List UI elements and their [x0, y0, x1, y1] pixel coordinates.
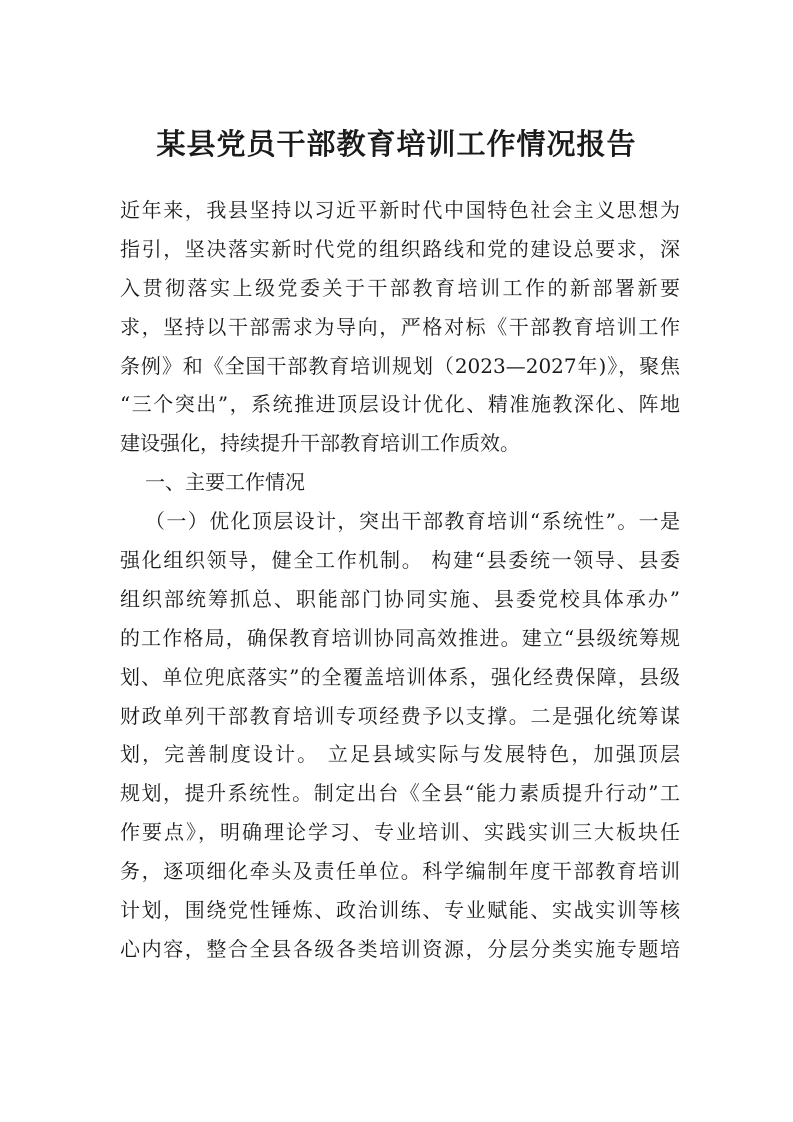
paragraph-line: 作要点》，明确理论学习、专业培训、实践实训三大板块任: [120, 820, 680, 845]
document-title: 某县党员干部教育培训工作情况报告: [156, 127, 637, 161]
paragraph-line: （一）优化顶层设计，突出干部教育培训“系统性”。一是: [145, 509, 680, 534]
paragraph-line: 强化组织领导，健全工作机制。 构建“县委统一领导、县委: [120, 548, 680, 573]
paragraph-line: 财政单列干部教育培训专项经费予以支撑。二是强化统筹谋: [120, 703, 680, 728]
paragraph-line: 组织部统筹抓总、职能部门协同实施、县委党校具体承办”: [120, 586, 680, 611]
paragraph-line: 划、单位兜底落实”的全覆盖培训体系，强化经费保障，县级: [120, 664, 680, 689]
paragraph-line: 求，坚持以干部需求为导向，严格对标《干部教育培训工作: [120, 314, 680, 339]
paragraph-line: 入贯彻落实上级党委关于干部教育培训工作的新部署新要: [120, 275, 680, 300]
section-heading: 一、主要工作情况: [145, 470, 305, 495]
paragraph-line: 计划，围绕党性锤炼、政治训练、专业赋能、实战实训等核: [120, 898, 680, 923]
paragraph-line: “三个突出”，系统推进顶层设计优化、精准施教深化、阵地: [120, 392, 680, 417]
paragraph-line: 条例》和《全国干部教育培训规划（2023—2027年)》，聚焦: [120, 353, 680, 378]
paragraph-line: 务，逐项细化牵头及责任单位。科学编制年度干部教育培训: [120, 859, 680, 884]
paragraph-line: 近年来，我县坚持以习近平新时代中国特色社会主义思想为: [120, 198, 680, 222]
paragraph-line: 划，完善制度设计。 立足县域实际与发展特色，加强顶层: [120, 742, 680, 767]
paragraph-line: 规划，提升系统性。制定出台《全县“能力素质提升行动”工: [120, 781, 680, 806]
paragraph-line: 的工作格局，确保教育培训协同高效推进。建立“县级统筹规: [120, 625, 680, 650]
paragraph-line: 指引，坚决落实新时代党的组织路线和党的建设总要求，深: [120, 236, 680, 261]
paragraph-line: 心内容，整合全县各级各类培训资源，分层分类实施专题培: [120, 936, 680, 961]
document-body: [120, 191, 680, 969]
paragraph-line: 建设强化，持续提升干部教育培训工作质效。: [120, 431, 520, 456]
